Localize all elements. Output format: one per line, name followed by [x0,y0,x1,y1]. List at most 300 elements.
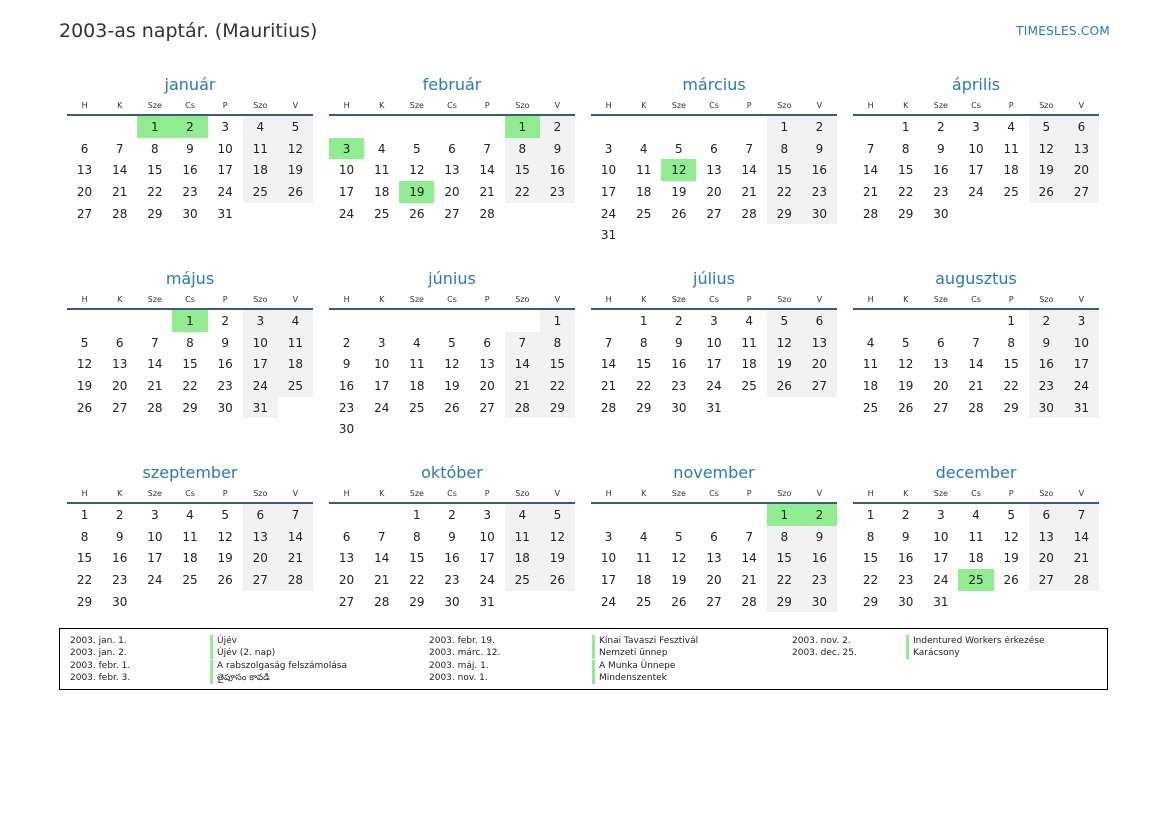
weekday-header: H [67,484,102,503]
day-cell: 11 [741,335,757,350]
day-cell: 26 [409,206,425,221]
weekday-header: P [208,96,243,115]
day-cell: 4 [745,313,753,328]
day-cell: 5 [278,115,313,138]
calendar-grid [67,74,1099,644]
holiday-name: Nemzeti ünnep [592,647,668,659]
day-cell: 20 [706,572,722,587]
day-cell: 1 [866,507,875,522]
month-name: december [935,463,1017,482]
day-cell: 3 [1064,309,1099,332]
weekday-header: Sze [923,484,958,503]
day-cell: 8 [186,335,194,350]
day-cell: 6 [802,309,837,332]
empty-cell [364,503,399,526]
day-cell: 11 [636,163,652,178]
day-cell: 28 [374,594,390,609]
weekday-header: K [888,96,923,115]
day-cell: 25 [1003,184,1019,199]
weekday-header: V [802,290,837,309]
day-cell: 11 [636,551,652,566]
day-cell: 6 [448,141,456,156]
month-name: július [693,269,735,288]
day-cell: 20 [933,378,949,393]
day-cell: 24 [479,572,495,587]
month-name: január [164,75,216,94]
day-cell: 27 [444,206,460,221]
day-cell: 9 [186,141,194,156]
day-cell: 30 [182,206,198,221]
day-cell: 31 [479,594,495,609]
day-cell: 28 [147,400,163,415]
weekday-header: Sze [137,96,172,115]
holiday-day-cell: 2 [172,115,207,138]
day-cell: 14 [862,163,879,178]
day-cell: 20 [76,184,93,199]
weekday-header: Cs [172,96,207,115]
day-cell: 24 [1064,375,1099,397]
empty-cell [696,115,731,138]
day-cell: 25 [862,400,879,415]
weekday-header: H [329,290,364,309]
month-calendar [591,268,837,450]
weekday-header: P [732,290,767,309]
day-cell: 4 [866,335,875,350]
day-cell: 23 [802,181,837,203]
day-cell: 26 [1029,181,1064,203]
day-cell: 25 [636,206,652,221]
holiday-day-cell: 25 [958,569,993,591]
day-cell: 13 [933,357,949,372]
day-cell: 4 [377,141,386,156]
weekday-header: P [470,484,505,503]
day-cell: 16 [444,551,460,566]
day-cell: 25 [278,375,313,397]
day-cell: 14 [479,163,495,178]
day-cell: 4 [639,141,648,156]
day-cell: 19 [278,159,313,181]
holiday-date: 2003. febr. 19. [429,636,495,646]
weekday-header: K [364,484,399,503]
month-calendar [853,462,1099,644]
month-name: november [673,463,755,482]
weekday-header: P [208,290,243,309]
weekday-header: Szo [767,484,802,503]
day-cell: 15 [862,551,879,566]
day-cell: 14 [1064,526,1099,548]
day-cell: 24 [374,400,390,415]
day-cell: 4 [413,335,421,350]
weekday-header: P [994,96,1029,115]
day-cell: 13 [243,526,278,548]
empty-cell [626,503,661,526]
day-cell: 4 [1007,119,1015,134]
holiday-name: A rabszolgaság felszámolása [210,660,347,672]
day-cell: 29 [76,594,93,609]
day-cell: 22 [862,572,879,587]
weekday-header: Cs [434,290,469,309]
day-cell: 7 [483,141,491,156]
empty-cell [591,115,626,138]
day-cell: 23 [217,378,233,393]
weekday-header: P [208,484,243,503]
day-cell: 5 [413,141,421,156]
day-cell: 3 [604,141,613,156]
day-cell: 13 [1029,526,1064,548]
day-cell: 31 [243,397,278,419]
day-cell: 16 [1029,353,1064,375]
day-cell: 29 [767,203,802,225]
month-name: október [421,463,483,482]
day-cell: 8 [540,332,575,354]
empty-cell [329,115,364,138]
day-cell: 18 [968,551,984,566]
day-cell: 26 [540,569,575,591]
weekday-header: K [364,290,399,309]
day-cell: 6 [243,503,278,526]
day-cell: 30 [898,594,914,609]
day-cell: 2 [802,115,837,138]
empty-cell [661,115,696,138]
weekday-header: Szo [767,96,802,115]
weekday-header: Szo [243,96,278,115]
day-cell: 26 [76,400,93,415]
day-cell: 15 [898,163,914,178]
day-cell: 28 [112,206,128,221]
month-table [853,290,1099,418]
empty-cell [853,309,888,332]
month-table [67,484,313,612]
day-cell: 20 [802,353,837,375]
day-cell: 17 [217,163,233,178]
day-cell: 29 [540,397,575,419]
day-cell: 30 [1029,397,1064,419]
day-cell: 29 [1003,400,1019,415]
day-cell: 15 [636,357,652,372]
weekday-header: Cs [958,96,993,115]
day-cell: 7 [866,141,875,156]
empty-cell [399,115,434,138]
day-cell: 20 [112,378,128,393]
day-cell: 22 [540,375,575,397]
holiday-name: తైపూసం కావడి [210,672,270,684]
holiday-day-cell: 12 [661,159,696,181]
day-cell: 7 [377,529,386,544]
day-cell: 7 [151,335,159,350]
day-cell: 30 [444,594,460,609]
weekday-header: H [329,484,364,503]
day-cell: 13 [112,357,128,372]
day-cell: 5 [1007,507,1015,522]
day-cell: 23 [802,569,837,591]
day-cell: 1 [767,115,802,138]
day-cell: 28 [505,397,540,419]
day-cell: 27 [933,400,949,415]
day-cell: 9 [221,335,229,350]
day-cell: 26 [278,181,313,203]
month-calendar [853,268,1099,450]
day-cell: 1 [413,507,421,522]
day-cell: 21 [505,375,540,397]
day-cell: 22 [505,181,540,203]
day-cell: 16 [182,163,198,178]
day-cell: 23 [898,572,914,587]
empty-cell [470,309,505,332]
day-cell: 21 [600,378,617,393]
weekday-header: H [853,484,888,503]
weekday-header: Cs [696,290,731,309]
day-cell: 16 [338,378,355,393]
weekday-header: Sze [399,96,434,115]
empty-cell [434,309,469,332]
weekday-header: Szo [243,484,278,503]
day-cell: 2 [342,335,351,350]
day-cell: 19 [444,378,460,393]
month-table [853,96,1099,224]
day-cell: 7 [115,141,124,156]
weekday-header: H [67,96,102,115]
day-cell: 24 [600,206,617,221]
day-cell: 17 [243,353,278,375]
day-cell: 11 [862,357,879,372]
weekday-header: Szo [767,290,802,309]
day-cell: 20 [338,572,355,587]
day-cell: 2 [540,115,575,138]
day-cell: 18 [374,184,390,199]
day-cell: 3 [151,507,159,522]
day-cell: 11 [968,529,984,544]
site-link[interactable]: TIMESLES.COM [1016,24,1110,38]
day-cell: 13 [802,332,837,354]
day-cell: 26 [898,400,914,415]
day-cell: 22 [636,378,652,393]
day-cell: 10 [600,163,617,178]
day-cell: 15 [182,357,198,372]
day-cell: 6 [937,335,945,350]
day-cell: 23 [444,572,460,587]
day-cell: 20 [444,184,460,199]
day-cell: 21 [741,572,757,587]
day-cell: 6 [342,529,351,544]
weekday-header: Cs [172,290,207,309]
empty-cell [434,115,469,138]
day-cell: 15 [540,353,575,375]
day-cell: 10 [1064,332,1099,354]
day-cell: 6 [483,335,491,350]
day-cell: 5 [1029,115,1064,138]
day-cell: 14 [741,551,757,566]
day-cell: 11 [182,529,198,544]
day-cell: 18 [278,353,313,375]
day-cell: 27 [1064,181,1099,203]
empty-cell [364,309,399,332]
day-cell: 28 [1064,569,1099,591]
day-cell: 29 [862,594,879,609]
day-cell: 16 [898,551,914,566]
weekday-header: Sze [137,290,172,309]
day-cell: 24 [600,594,617,609]
empty-cell [67,115,102,138]
empty-cell [137,309,172,332]
empty-cell [732,115,767,138]
empty-cell [888,309,923,332]
day-cell: 9 [937,141,945,156]
day-cell: 25 [182,572,198,587]
day-cell: 8 [767,526,802,548]
holiday-day-cell: 1 [137,115,172,138]
empty-cell [923,309,958,332]
day-cell: 26 [767,375,802,397]
weekday-header: V [278,484,313,503]
day-cell: 15 [505,159,540,181]
day-cell: 14 [278,526,313,548]
day-cell: 17 [479,551,495,566]
day-cell: 3 [604,529,613,544]
day-cell: 20 [243,547,278,569]
day-cell: 6 [710,529,718,544]
day-cell: 20 [706,184,722,199]
day-cell: 14 [968,357,984,372]
day-cell: 10 [600,551,617,566]
day-cell: 16 [802,547,837,569]
day-cell: 2 [901,507,910,522]
day-cell: 11 [1003,141,1019,156]
day-cell: 14 [600,357,617,372]
holiday-list [59,628,1108,690]
day-cell: 19 [671,184,687,199]
day-cell: 27 [479,400,495,415]
holiday-date: 2003. jan. 2. [70,648,127,659]
month-table [591,96,837,246]
month-name: február [422,75,482,94]
day-cell: 23 [112,572,128,587]
day-cell: 18 [636,184,652,199]
day-cell: 11 [243,138,278,160]
day-cell: 16 [540,159,575,181]
day-cell: 25 [409,400,425,415]
weekday-header: H [591,484,626,503]
day-cell: 13 [706,163,722,178]
day-cell: 30 [217,400,233,415]
day-cell: 12 [1029,138,1064,160]
weekday-header: H [591,290,626,309]
weekday-header: Sze [137,484,172,503]
day-cell: 8 [767,138,802,160]
month-table [329,96,575,224]
day-cell: 9 [802,526,837,548]
weekday-header: K [102,96,137,115]
weekday-header: Szo [505,290,540,309]
day-cell: 10 [479,529,495,544]
holiday-date: 2003. nov. 2. [792,636,851,646]
month-calendar [853,74,1099,256]
day-cell: 7 [745,141,753,156]
weekday-header: Sze [661,484,696,503]
holiday-name: A Munka Ünnepe [592,660,675,672]
weekday-header: Sze [923,96,958,115]
weekday-header: Cs [696,484,731,503]
day-cell: 5 [221,507,229,522]
weekday-header: P [994,290,1029,309]
month-name: május [165,269,215,288]
day-cell: 16 [671,357,687,372]
weekday-header: V [278,96,313,115]
day-cell: 9 [448,529,456,544]
day-cell: 25 [636,594,652,609]
day-cell: 22 [147,184,163,199]
weekday-header: Szo [1029,96,1064,115]
month-table [329,290,575,440]
empty-cell [696,503,731,526]
day-cell: 24 [147,572,163,587]
day-cell: 12 [444,357,460,372]
day-cell: 17 [374,378,390,393]
weekday-header: H [329,96,364,115]
empty-cell [329,309,364,332]
day-cell: 16 [802,159,837,181]
day-cell: 8 [639,335,648,350]
day-cell: 6 [115,335,124,350]
day-cell: 8 [901,141,910,156]
holiday-day-cell: 3 [329,138,364,160]
day-cell: 18 [182,551,198,566]
day-cell: 12 [217,529,233,544]
weekday-header: K [626,96,661,115]
day-cell: 13 [1064,138,1099,160]
day-cell: 27 [802,375,837,397]
day-cell: 30 [933,206,949,221]
weekday-header: P [994,484,1029,503]
day-cell: 3 [221,119,229,134]
month-name: április [951,75,1001,94]
day-cell: 15 [1003,357,1019,372]
day-cell: 9 [1029,332,1064,354]
day-cell: 21 [741,184,757,199]
day-cell: 28 [600,400,617,415]
day-cell: 31 [706,400,722,415]
month-table [591,484,837,612]
day-cell: 11 [505,526,540,548]
day-cell: 9 [901,529,910,544]
holiday-day-cell: 1 [505,115,540,138]
weekday-header: Szo [1029,290,1064,309]
day-cell: 25 [243,181,278,203]
weekday-header: Cs [434,484,469,503]
day-cell: 7 [972,335,980,350]
day-cell: 13 [479,357,495,372]
day-cell: 11 [278,332,313,354]
day-cell: 23 [1029,375,1064,397]
day-cell: 20 [479,378,495,393]
day-cell: 29 [636,400,652,415]
weekday-header: H [853,290,888,309]
weekday-header: K [102,290,137,309]
day-cell: 18 [409,378,425,393]
day-cell: 31 [933,594,949,609]
day-cell: 16 [217,357,233,372]
day-cell: 1 [1007,313,1015,328]
day-cell: 18 [1003,163,1019,178]
weekday-header: K [102,484,137,503]
holiday-date: 2003. febr. 1. [70,660,131,671]
weekday-header: K [626,290,661,309]
day-cell: 5 [448,335,456,350]
day-cell: 7 [1064,503,1099,526]
day-cell: 21 [147,378,163,393]
weekday-header: Sze [923,290,958,309]
month-table [329,484,575,612]
day-cell: 12 [540,526,575,548]
